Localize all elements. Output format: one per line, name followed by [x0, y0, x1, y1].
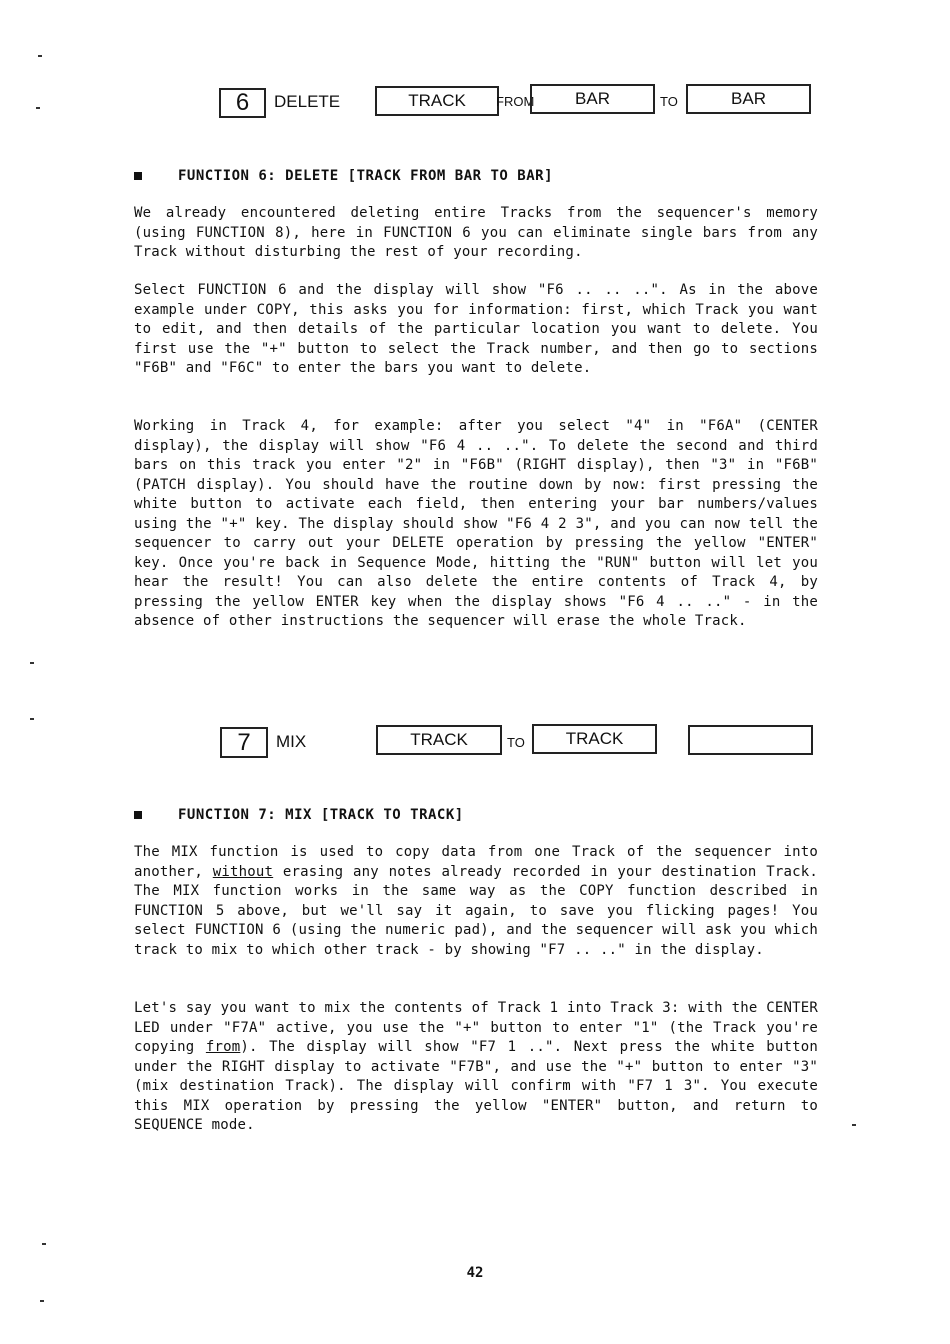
heading-text: FUNCTION 6: DELETE [TRACK FROM BAR TO BAR]	[178, 168, 554, 184]
param-box-track-destination: TRACK	[532, 724, 657, 754]
connector-from: FROM	[496, 94, 535, 109]
paragraph	[134, 999, 818, 1136]
paragraph: Working in Track 4, for example: after you select "4" in "F6A" (CENTER display), the display will show "F6 4 .. ..". To delete the second and third bars on this track you enter "2" in "F6B" (RIGHT display), then "3" in "F6B" (PATCH display). You should have the routine down by now: first pressing the white button to activate each field, then entering your bar numbers/values using the "+" key. The display should show "F6 4 2 3", and you can now tell the sequencer to carry out your DELETE operation by pressing the yellow "ENTER" key. Once you're back in Sequence Mode, hitting the "RUN" button will let you hear the result! You can also delete the entire contents of Track 4, by pressing the yellow ENTER key when the display shows "F6 4 .. .." - in the absence of other instructions the sequencer will erase the whole Track.	[134, 418, 818, 629]
param-box-empty	[688, 725, 813, 755]
scan-mark	[38, 55, 42, 57]
param-box-track-source: TRACK	[376, 725, 502, 755]
underlined-word: without	[212, 863, 274, 880]
section-heading-function7	[134, 807, 464, 823]
scan-mark	[852, 1124, 856, 1126]
function6-diagram	[0, 82, 950, 122]
heading-bullet	[134, 811, 142, 819]
param-box-track: TRACK	[375, 86, 499, 116]
function-number-box: 7	[220, 727, 268, 758]
paragraph: Select FUNCTION 6 and the display will show "F6 .. .. ..". As in the above example under COPY, this asks you for information: first, which Track you want to edit, and then details of the particular location you want to delete. You first use the "+" button to select the Track number, and then go to sections "F6B" and "F6C" to enter the bars you want to delete.	[134, 282, 818, 376]
text-run: erasing any notes already recorded in your destination Track. The MIX function works in the same way as the COPY function described in FUNCTION 5 above, but we'll say it again, to save you flicking pages! You select FUNCTION 6 (using the numeric pad), and the sequencer will ask you which track to mix to which other track - by showing "F7 .. .." in the display.	[134, 863, 818, 958]
text-run: Let's say you want to mix the contents of Track 1 into Track 3: with the CENTER LED under "F7A" active, you use the "+" button to enter "1" (the Track you're copying	[134, 1000, 818, 1055]
connector-to: TO	[507, 735, 525, 750]
scan-mark	[42, 1243, 46, 1245]
page-number: 42	[466, 1265, 484, 1281]
underlined-word: from	[205, 1039, 241, 1055]
connector-to: TO	[660, 94, 678, 109]
section-heading-function6	[134, 168, 553, 184]
param-box-bar-start: BAR	[530, 84, 655, 114]
text-run: ). The display will show "F7 1 ..". Next press the white button under the RIGHT display to activate "F7B", and use the "+" button to enter "3" (mix destination Track). The display will confirm with "F7 1 3". You execute this MIX operation by pressing the yellow "ENTER" button, and return to SEQUENCE mode.	[134, 1039, 819, 1133]
function-number-box: 6	[219, 88, 266, 118]
param-box-bar-end: BAR	[686, 84, 811, 114]
scan-mark	[40, 1300, 44, 1302]
function7-diagram	[0, 722, 950, 762]
function-label: MIX	[276, 732, 307, 751]
scan-mark	[30, 718, 34, 720]
text-run: The MIX function is used to copy data from one Track of the sequencer into another,	[134, 844, 818, 880]
paragraph	[134, 843, 818, 960]
scan-mark	[30, 662, 34, 664]
function-label: DELETE	[274, 92, 341, 111]
heading-text: FUNCTION 7: MIX [TRACK TO TRACK]	[178, 807, 464, 823]
heading-bullet	[134, 172, 142, 180]
paragraph: We already encountered deleting entire Tracks from the sequencer's memory (using FUNCTION 8), here in FUNCTION 6 you can eliminate single bars from any Track without disturbing the rest of your recording.	[134, 205, 818, 260]
